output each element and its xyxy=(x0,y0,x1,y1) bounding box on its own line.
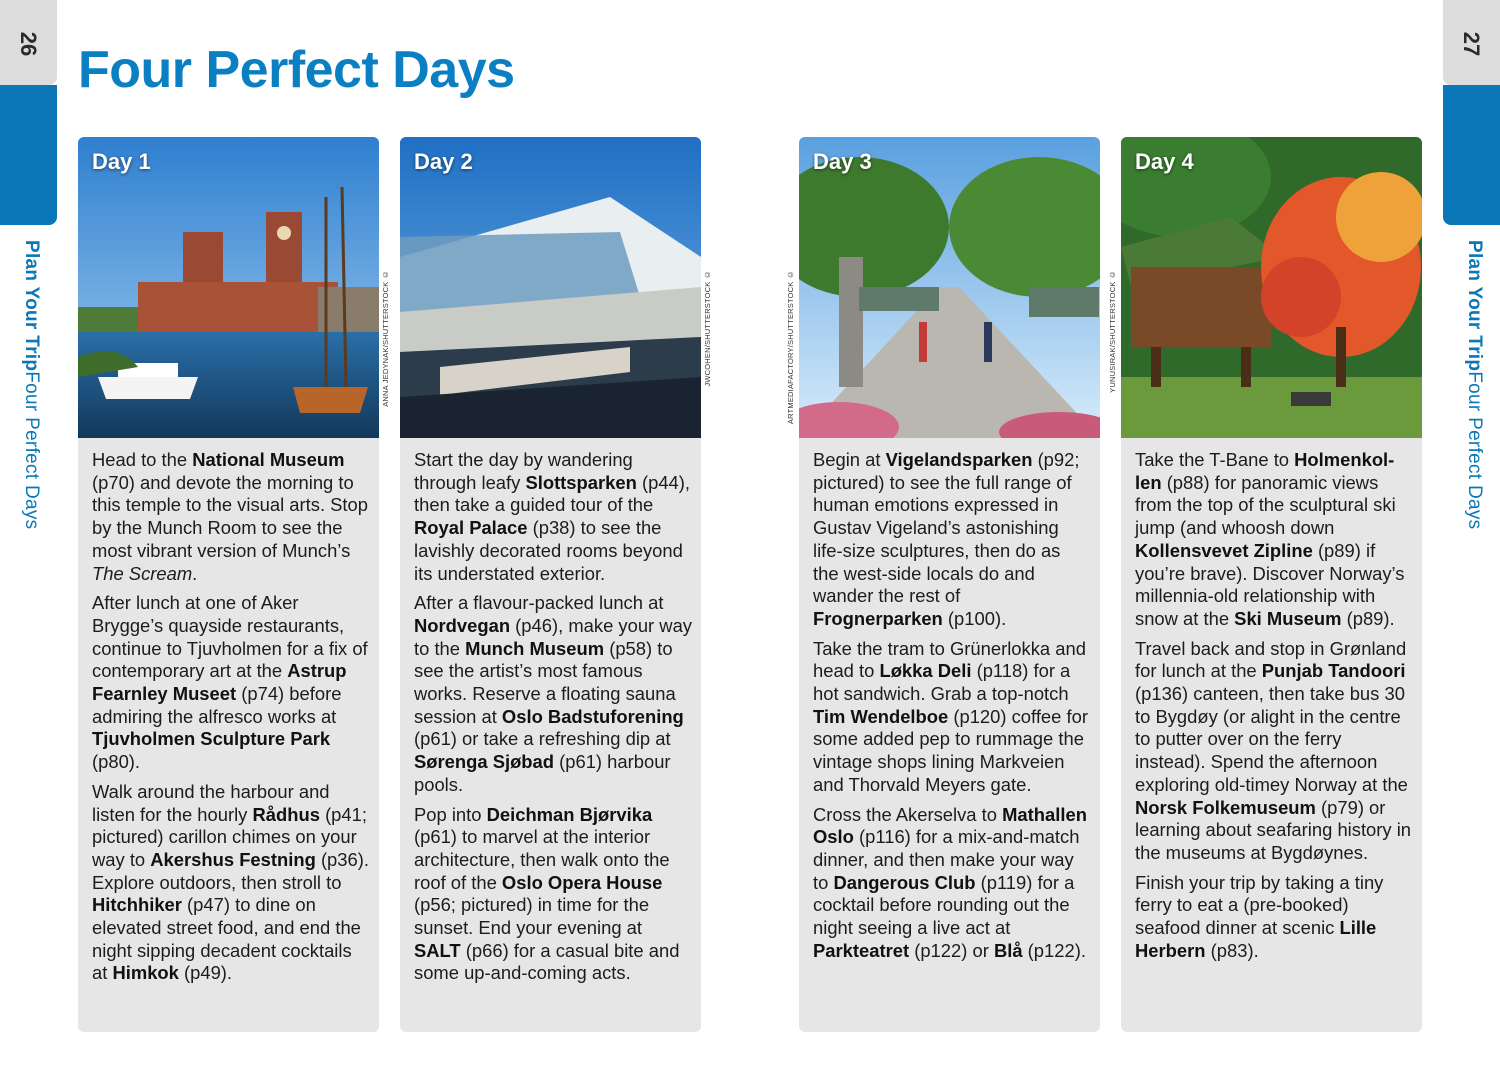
text-run: (p80). xyxy=(92,751,141,773)
section-label-bold: Plan Your Trip xyxy=(21,240,42,372)
place-name: Tim Wendelboe xyxy=(813,705,949,727)
place-name: Vigelandsparken xyxy=(885,449,1033,470)
place-name: Oslo Opera House xyxy=(501,871,663,893)
photo-credit-day-3: ARTMEDIAFACTORY/SHUTTERSTOCK © xyxy=(786,270,795,425)
place-name: Himkok xyxy=(112,962,179,984)
day-paragraph xyxy=(813,638,1091,797)
text-run: (p49). xyxy=(178,962,233,984)
place-name: Ski Museum xyxy=(1234,607,1342,629)
place-name: Kollensvevet Zipline xyxy=(1135,539,1313,561)
text-run: (p70) and devote the morning to this temple to the visual arts. Stop by the Munch Room to see the most vibrant version of Munch’s xyxy=(92,471,368,561)
text-run: Finish your trip by taking a tiny ferry to eat a (pre-booked) seafood dinner at scenic xyxy=(1135,871,1384,939)
section-label-regular: Four Perfect Days xyxy=(1464,371,1485,530)
text-run: (p89) if you’re brave). Discover Norway’s millennia-old relationship with snow at the xyxy=(1135,539,1405,629)
place-name: Blå xyxy=(993,939,1023,961)
section-label-bold: Plan Your Trip xyxy=(1464,240,1485,372)
text-run: (p122) or xyxy=(909,939,994,961)
place-name: Munch Museum xyxy=(465,637,605,659)
text-run: . xyxy=(192,562,198,584)
place-name: Mathallen Oslo xyxy=(813,803,1087,848)
page-number-right: 27 xyxy=(1459,31,1484,57)
text-run: (p74) before admiring the alfresco works at xyxy=(92,683,342,727)
section-label-regular: Four Perfect Days xyxy=(21,371,42,530)
place-name: Norsk Folkemuseum xyxy=(1135,796,1316,818)
section-label-right xyxy=(1463,240,1485,529)
day-paragraph xyxy=(1135,449,1413,631)
day-paragraph xyxy=(414,804,692,986)
day-paragraph xyxy=(1135,872,1413,963)
text-run: (p66) for a casual bite and some up-and-coming acts. xyxy=(414,939,680,984)
day-card-3 xyxy=(799,137,1100,1032)
text-run: (p44), then take a guided tour of the xyxy=(414,471,691,516)
place-name: SALT xyxy=(414,939,461,961)
text-run: Take the tram to Grünerlokka and head to xyxy=(813,637,1086,682)
day-2-text xyxy=(414,449,692,992)
text-run: (p47) to dine on elevated street food, and end the night sipping decadent cocktails at xyxy=(92,894,361,984)
day-label: Day 4 xyxy=(1135,149,1194,174)
text-run: (p122). xyxy=(1022,939,1086,961)
day-4-text xyxy=(1135,449,1413,969)
text-run: (p61) harbour pools. xyxy=(414,751,671,795)
day-paragraph xyxy=(92,781,370,985)
place-name: Nordvegan xyxy=(414,614,511,636)
day-paragraph xyxy=(813,804,1091,963)
place-name: Parkteatret xyxy=(813,939,910,961)
text-run: Pop into xyxy=(414,803,487,825)
day-paragraph xyxy=(92,449,370,585)
folk-museum-photo xyxy=(1121,137,1422,438)
day-paragraph xyxy=(414,592,692,796)
place-name: Holmenkollen xyxy=(1135,449,1395,493)
text-run: (p89). xyxy=(1341,607,1395,629)
text-run: (p118) for a hot sandwich. Grab a top-notch xyxy=(813,660,1071,705)
place-name: Dangerous Club xyxy=(833,871,976,893)
place-name: Astrup Fearnley Museet xyxy=(92,660,347,705)
section-label-left xyxy=(20,240,42,529)
place-name: Hitchhiker xyxy=(92,894,182,916)
text-run: (p116) for a mix-and-match dinner, and then make your way to xyxy=(813,826,1080,893)
place-name: Sørenga Sjøbad xyxy=(414,751,554,773)
photo-credit-day-2: JWCOHEN/SHUTTERSTOCK © xyxy=(703,270,712,387)
place-name: Løkka Deli xyxy=(879,660,972,682)
day-3-text xyxy=(813,449,1091,969)
text-run: (p61) to marvel at the interior architecture, then walk onto the roof of the xyxy=(414,826,670,893)
section-marker xyxy=(1443,85,1500,225)
text-run: Travel back and stop in Grønland for lunch at the xyxy=(1135,637,1407,682)
place-name: Oslo Badstuforening xyxy=(501,705,684,727)
text-run: (p100). xyxy=(942,607,1007,629)
text-run: Take the T-Bane to xyxy=(1135,449,1295,470)
left-page-tab xyxy=(0,0,57,1082)
text-run: (p92; pictured) to see the full range of human emotions expressed in Gustav Vigeland’s astonishing life-size sculptures, then do as the west-side locals do and wander the rest of xyxy=(813,449,1080,607)
text-run: The Scream xyxy=(92,562,193,584)
day-label: Day 1 xyxy=(92,149,151,174)
text-run: Head to the xyxy=(92,449,193,470)
text-run: After a flavour-packed lunch at xyxy=(414,592,664,614)
text-run: (p41; pictured) carillon chimes on your way to xyxy=(92,803,367,870)
text-run: (p46), make your way to the xyxy=(414,614,692,659)
text-run: Cross the Akerselva to xyxy=(813,803,1003,825)
text-run: Walk around the harbour and listen for the hourly xyxy=(92,780,330,825)
place-name: Akershus Festning xyxy=(150,848,316,870)
day-card-2 xyxy=(400,137,701,1032)
oslo-city-hall-harbour-photo xyxy=(78,137,379,438)
place-name: Royal Palace xyxy=(414,517,528,539)
opera-house-photo xyxy=(400,137,701,438)
place-name: Punjab Tandoori xyxy=(1261,660,1406,682)
text-run: Start the day by wandering through leafy xyxy=(414,449,633,493)
day-card-4 xyxy=(1121,137,1422,1032)
text-run: (p88) for panoramic views from the top of the sculptural ski jump (and whoosh down xyxy=(1135,471,1396,539)
text-run: (p56; pictured) in time for the sunset. End your evening at xyxy=(414,894,650,939)
place-name: Deichman Bjørvika xyxy=(486,803,653,825)
text-run: (p136) canteen, then take bus 30 to Bygdøy (or alight in the centre to putter over on the ferry instead). Spend the afternoon exploring old-timey Norway at the xyxy=(1135,683,1408,795)
photo-credit-day-4: YUNUSIRAK/SHUTTERSTOCK © xyxy=(1108,270,1117,393)
place-name: National Museum xyxy=(192,449,345,470)
text-run: (p79) or learning about seafaring history in the museums at Bygdøynes. xyxy=(1135,796,1412,863)
place-name: Rådhus xyxy=(252,803,320,825)
right-page-tab xyxy=(1443,0,1500,1082)
text-run: (p83). xyxy=(1205,939,1259,961)
section-marker xyxy=(0,85,57,225)
day-card-1 xyxy=(78,137,379,1032)
day-paragraph xyxy=(813,449,1091,631)
text-run: (p36). Explore outdoors, then stroll to xyxy=(92,848,369,893)
place-name: Lille Herbern xyxy=(1135,917,1377,961)
day-paragraph xyxy=(92,592,370,774)
place-name: Tjuvholmen Sculpture Park xyxy=(92,728,331,750)
place-name: Slottsparken xyxy=(525,471,637,493)
text-run: After lunch at one of Aker Brygge’s quayside restaurants, continue to Tjuvholmen for a fix of contemporary art at the xyxy=(92,592,368,682)
text-run: (p58) to see the artist’s most famous works. Reserve a floating sauna session at xyxy=(414,637,676,727)
place-name: Frognerparken xyxy=(813,607,943,629)
day-paragraph xyxy=(1135,638,1413,865)
text-run: (p38) to see the lavishly decorated rooms beyond its understated exterior. xyxy=(414,517,683,584)
text-run: (p119) for a cocktail before rounding out the night seeing a live act at xyxy=(813,871,1075,939)
text-run: Begin at xyxy=(813,449,886,470)
text-run: (p61) or take a refreshing dip at xyxy=(414,728,671,750)
text-run: (p120) coffee for some added pep to rummage the vintage shops lining Markveien and Thorvald Meyers gate. xyxy=(813,705,1088,795)
day-paragraph xyxy=(414,449,692,585)
photo-credit-day-1: ANNA JEDYNAK/SHUTTERSTOCK © xyxy=(381,270,390,407)
vigeland-park-photo xyxy=(799,137,1100,438)
page-number-left: 26 xyxy=(16,31,41,57)
page-title: Four Perfect Days xyxy=(78,41,515,99)
day-label: Day 3 xyxy=(813,149,872,174)
day-1-text xyxy=(92,449,370,992)
day-label: Day 2 xyxy=(414,149,473,174)
